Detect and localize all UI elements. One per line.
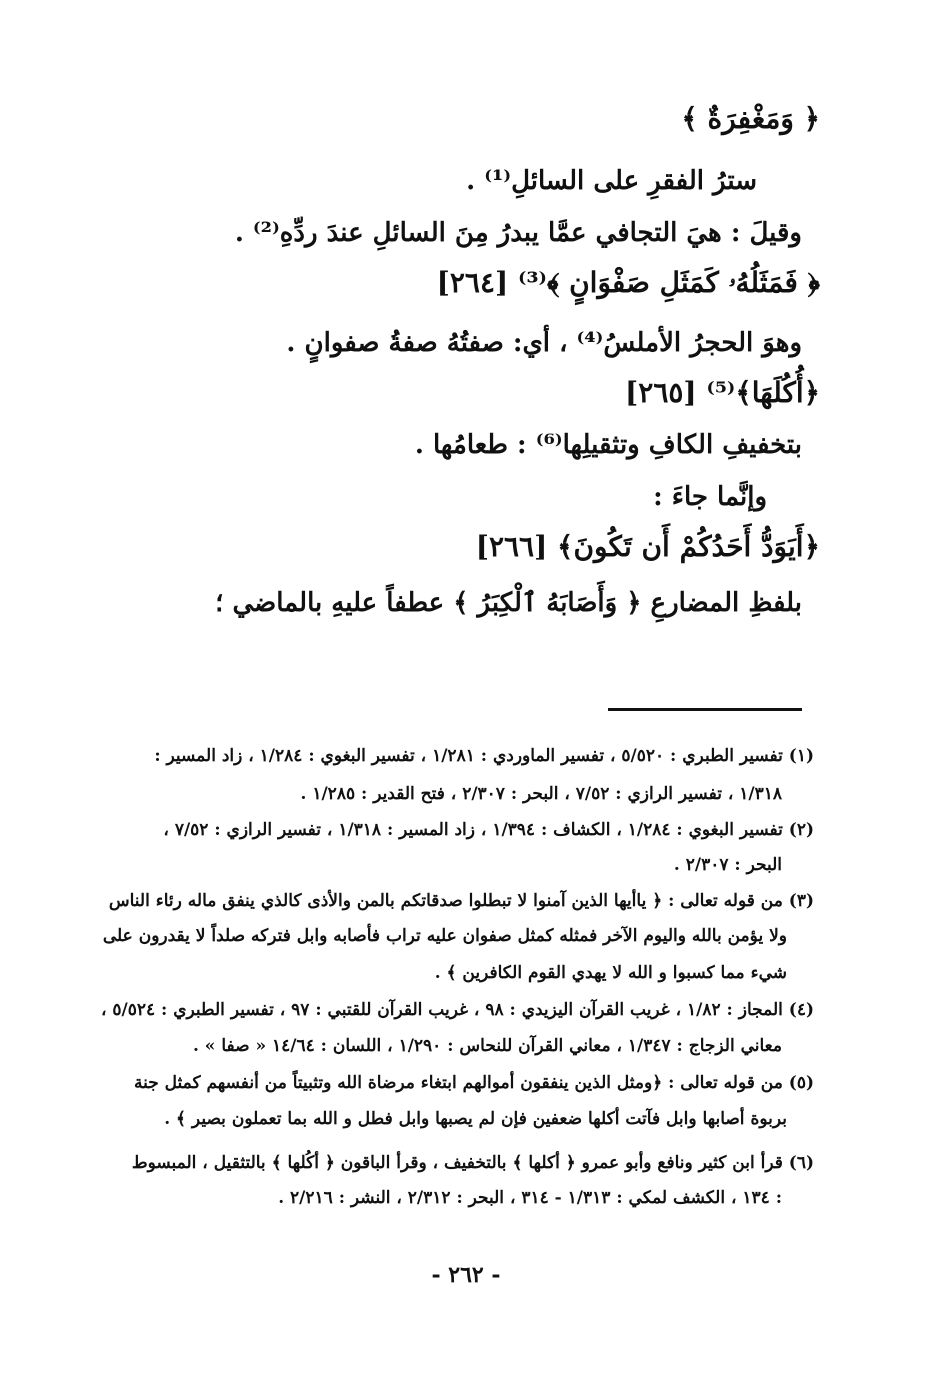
text-line: وهوَ الحجرُ الأملسُ⁽⁴⁾ ، أي: صفتُهُ صفةُ صفوانٍ . [286, 328, 802, 358]
footnote-1-cont: ١/٣١٨ ، تفسير الرازي : ٧/٥٢ ، البحر : ٢/٣٠٧ ، فتح القدير : ١/٢٨٥ . [300, 784, 782, 804]
quran-phrase: ﴿ فَمَثَلُهُۥ كَمَثَلِ صَفْوَانٍ ﴾⁽³⁾ [٢٦٤] [436, 266, 820, 299]
footnote-2-cont: البحر : ٢/٣٠٧ . [673, 855, 782, 875]
quran-phrase: ﴿أَيَوَدُّ أَحَدُكُمْ أَن تَكُونَ﴾ [٢٦٦] [475, 530, 820, 563]
footnote-3: (٣) من قوله تعالى : ﴿ ياأيها الذين آمنوا لا تبطلوا صدقاتكم بالمن والأذى كالذي ينفق ماله رئاء الناس [108, 891, 814, 911]
text-line: وإنَّما جاءَ : [653, 482, 767, 512]
footnote-3-cont: ولا يؤمن بالله واليوم الآخر فمثله كمثل صفوان عليه تراب فأصابه وابل فتركه صلداً لا يقدرون على [102, 926, 787, 946]
footnote-1: (١) تفسير الطبري : ٥/٥٢٠ ، تفسير الماوردي : ١/٢٨١ ، تفسير البغوي : ١/٢٨٤ ، زاد المسير : [154, 746, 814, 766]
text-line: وقيلَ : هيَ التجافي عمَّا يبدرُ مِنَ السائلِ عندَ ردِّهِ⁽²⁾ . [234, 218, 802, 248]
footnote-5: (٥) من قوله تعالى : ﴿ومثل الذين ينفقون أموالهم ابتغاء مرضاة الله وتثبيتاً من أنفسهم كمثل جنة [133, 1073, 814, 1093]
footnote-3-cont: شيء مما كسبوا و الله لا يهدي القوم الكافرين ﴾ . [434, 963, 787, 983]
footnote-4-cont: معاني الزجاج : ١/٣٤٧ ، معاني القرآن للنحاس : ١/٢٩٠ ، اللسان : ١٤/٦٤ « صفا » . [192, 1036, 782, 1056]
text-line: بلفظِ المضارعِ ﴿ وَأَصَابَهُ ٱلْكِبَرُ ﴾ عطفاً عليهِ بالماضي ؛ [215, 588, 802, 618]
footnote-6: (٦) قرأ ابن كثير ونافع وأبو عمرو ﴿ أكلها ﴾ بالتخفيف ، وقرأ الباقون ﴿ أكُلها ﴾ بالتثقيل ، المبسوط [131, 1153, 814, 1173]
footnote-6-cont: : ١٣٤ ، الكشف لمكي : ١/٣١٣ - ٣١٤ ، البحر : ٢/٣١٢ ، النشر : ٢/٢١٦ . [278, 1188, 782, 1208]
footnote-5-cont: بربوة أصابها وابل فآتت أكلها ضعفين فإن لم يصبها وابل فطل و الله بما تعملون بصير ﴾ . [164, 1109, 787, 1129]
quran-phrase: ﴿ وَمَغْفِرَةٌ ﴾ [681, 102, 820, 135]
footnote-4: (٤) المجاز : ١/٨٢ ، غريب القرآن اليزيدي : ٩٨ ، غريب القرآن للقتبي : ٩٧ ، تفسير الطبري : ٥/٥٢٤ ، [100, 1000, 814, 1020]
footnote-2: (٢) تفسير البغوي : ١/٢٨٤ ، الكشاف : ١/٣٩٤ ، زاد المسير : ١/٣١٨ ، تفسير الرازي : ٧/٥٢ ، [163, 820, 814, 840]
footnote-separator [608, 708, 802, 711]
quran-phrase: ﴿أُكُلَهَا﴾⁽⁵⁾ [٢٦٥] [625, 376, 820, 409]
page-number: - ٢٦٢ - [431, 1262, 501, 1288]
text-line: بتخفيفِ الكافِ وتثقيلِها⁽⁶⁾ : طعامُها . [414, 430, 802, 460]
text-line: سترُ الفقرِ على السائلِ⁽¹⁾ . [466, 166, 757, 196]
